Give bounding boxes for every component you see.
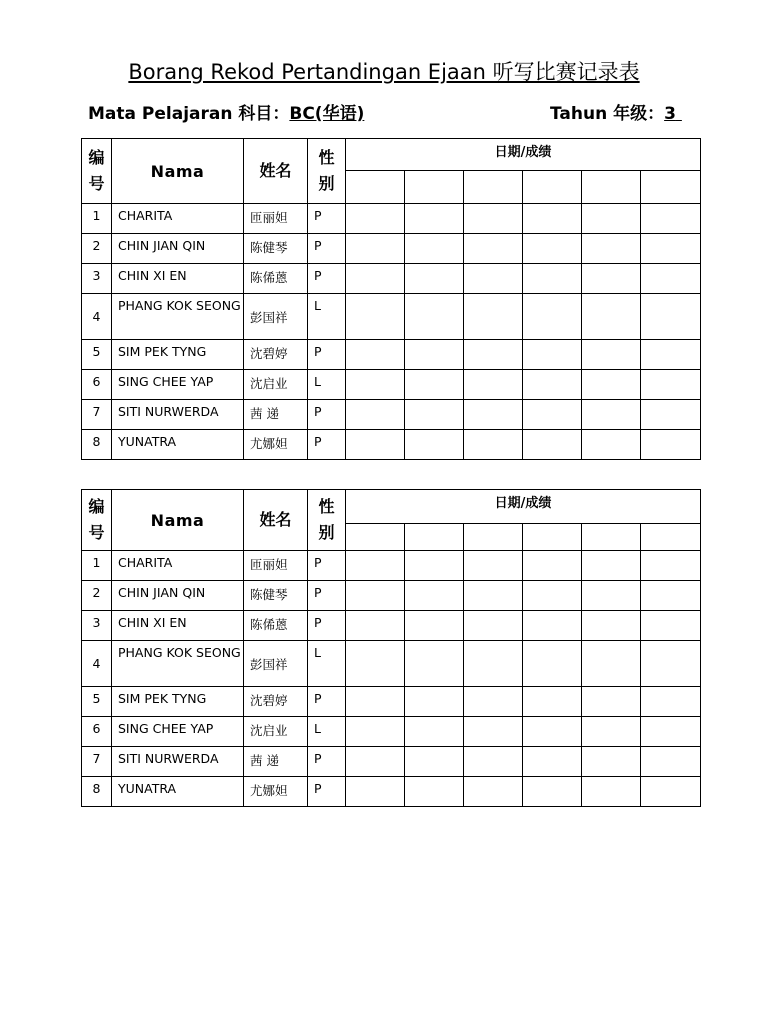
score-cell[interactable] bbox=[582, 234, 641, 264]
score-cell[interactable] bbox=[346, 294, 405, 340]
record-table-1 bbox=[81, 138, 701, 460]
date-header-cell[interactable] bbox=[582, 524, 641, 551]
row-number: 1 bbox=[82, 551, 112, 581]
table-row bbox=[82, 340, 701, 370]
score-cell[interactable] bbox=[523, 747, 582, 777]
student-name: CHIN JIAN QIN bbox=[112, 581, 244, 611]
score-cell[interactable] bbox=[464, 581, 523, 611]
score-cell[interactable] bbox=[346, 234, 405, 264]
row-number: 4 bbox=[82, 294, 112, 340]
score-cell[interactable] bbox=[405, 687, 464, 717]
student-name: SING CHEE YAP bbox=[112, 370, 244, 400]
score-cell[interactable] bbox=[464, 294, 523, 340]
date-header-cell[interactable] bbox=[405, 524, 464, 551]
score-cell[interactable] bbox=[405, 400, 464, 430]
page-title: Borang Rekod Pertandingan Ejaan 听写比赛记录表 bbox=[128, 60, 640, 84]
date-header-cell[interactable] bbox=[464, 524, 523, 551]
score-cell[interactable] bbox=[641, 430, 701, 460]
score-cell[interactable] bbox=[346, 747, 405, 777]
student-chinese-name: 陈健琴 bbox=[244, 234, 308, 264]
score-cell[interactable] bbox=[582, 294, 641, 340]
score-cell[interactable] bbox=[523, 234, 582, 264]
score-cell[interactable] bbox=[405, 264, 464, 294]
date-header-cell[interactable] bbox=[405, 171, 464, 204]
table-1-body bbox=[82, 139, 701, 460]
table-row bbox=[82, 687, 701, 717]
row-number: 4 bbox=[82, 641, 112, 687]
row-number: 6 bbox=[82, 717, 112, 747]
score-cell[interactable] bbox=[346, 717, 405, 747]
score-cell[interactable] bbox=[582, 370, 641, 400]
record-table-2 bbox=[81, 489, 701, 807]
row-number: 6 bbox=[82, 370, 112, 400]
score-cell[interactable] bbox=[346, 340, 405, 370]
student-gender: P bbox=[308, 777, 346, 807]
date-header-cell[interactable] bbox=[523, 171, 582, 204]
score-cell[interactable] bbox=[523, 581, 582, 611]
date-header-cell[interactable] bbox=[464, 171, 523, 204]
student-gender: L bbox=[308, 370, 346, 400]
student-name: CHARITA bbox=[112, 204, 244, 234]
score-cell[interactable] bbox=[464, 611, 523, 641]
score-cell[interactable] bbox=[523, 340, 582, 370]
header-gender: 性 别 bbox=[308, 139, 346, 204]
score-cell[interactable] bbox=[464, 430, 523, 460]
student-gender: P bbox=[308, 234, 346, 264]
student-gender: P bbox=[308, 747, 346, 777]
student-chinese-name: 彭国祥 bbox=[244, 294, 308, 340]
score-cell[interactable] bbox=[405, 611, 464, 641]
score-cell[interactable] bbox=[464, 551, 523, 581]
student-gender: P bbox=[308, 551, 346, 581]
score-cell[interactable] bbox=[582, 777, 641, 807]
student-name: SITI NURWERDA bbox=[112, 400, 244, 430]
score-cell[interactable] bbox=[582, 687, 641, 717]
score-cell[interactable] bbox=[464, 400, 523, 430]
score-cell[interactable] bbox=[405, 641, 464, 687]
score-cell[interactable] bbox=[346, 581, 405, 611]
student-chinese-name: 茜 递 bbox=[244, 400, 308, 430]
score-cell[interactable] bbox=[641, 340, 701, 370]
header-gender: 性 别 bbox=[308, 490, 346, 551]
score-cell[interactable] bbox=[582, 641, 641, 687]
score-cell[interactable] bbox=[582, 581, 641, 611]
date-header-cell[interactable] bbox=[641, 171, 701, 204]
row-number: 3 bbox=[82, 264, 112, 294]
score-cell[interactable] bbox=[641, 204, 701, 234]
score-cell[interactable] bbox=[523, 430, 582, 460]
table-row bbox=[82, 777, 701, 807]
header-name: Nama bbox=[112, 139, 244, 204]
table-header-row bbox=[82, 490, 701, 524]
score-cell[interactable] bbox=[523, 687, 582, 717]
score-cell[interactable] bbox=[405, 717, 464, 747]
year-field bbox=[550, 99, 682, 124]
score-cell[interactable] bbox=[346, 551, 405, 581]
score-cell[interactable] bbox=[405, 430, 464, 460]
row-number: 1 bbox=[82, 204, 112, 234]
score-cell[interactable] bbox=[464, 370, 523, 400]
row-number: 2 bbox=[82, 234, 112, 264]
score-cell[interactable] bbox=[641, 717, 701, 747]
date-header-cell[interactable] bbox=[582, 171, 641, 204]
score-cell[interactable] bbox=[641, 777, 701, 807]
score-cell[interactable] bbox=[346, 400, 405, 430]
score-cell[interactable] bbox=[464, 234, 523, 264]
year-label: Tahun 年级： bbox=[550, 104, 665, 124]
score-cell[interactable] bbox=[405, 551, 464, 581]
score-cell[interactable] bbox=[464, 747, 523, 777]
row-number: 8 bbox=[82, 430, 112, 460]
score-cell[interactable] bbox=[464, 687, 523, 717]
score-cell[interactable] bbox=[582, 400, 641, 430]
table-row bbox=[82, 747, 701, 777]
subject-field bbox=[88, 99, 364, 124]
score-cell[interactable] bbox=[464, 340, 523, 370]
student-gender: P bbox=[308, 264, 346, 294]
table-row bbox=[82, 234, 701, 264]
score-cell[interactable] bbox=[346, 430, 405, 460]
student-name: CHIN XI EN bbox=[112, 611, 244, 641]
row-number: 5 bbox=[82, 687, 112, 717]
score-cell[interactable] bbox=[582, 430, 641, 460]
score-cell[interactable] bbox=[641, 400, 701, 430]
table-row bbox=[82, 204, 701, 234]
table-row bbox=[82, 611, 701, 641]
score-cell[interactable] bbox=[641, 687, 701, 717]
student-gender: P bbox=[308, 340, 346, 370]
student-name: SIM PEK TYNG bbox=[112, 340, 244, 370]
student-gender: P bbox=[308, 430, 346, 460]
student-gender: L bbox=[308, 294, 346, 340]
score-cell[interactable] bbox=[641, 611, 701, 641]
student-name: SING CHEE YAP bbox=[112, 717, 244, 747]
score-cell[interactable] bbox=[346, 611, 405, 641]
row-number: 5 bbox=[82, 340, 112, 370]
student-chinese-name: 尤娜妲 bbox=[244, 777, 308, 807]
score-cell[interactable] bbox=[641, 641, 701, 687]
score-cell[interactable] bbox=[582, 264, 641, 294]
student-chinese-name: 沈启业 bbox=[244, 370, 308, 400]
header-chinese-name: 姓名 bbox=[244, 139, 308, 204]
row-number: 2 bbox=[82, 581, 112, 611]
student-gender: L bbox=[308, 641, 346, 687]
header-no: 编 号 bbox=[82, 139, 112, 204]
table-2-body bbox=[82, 490, 701, 807]
score-cell[interactable] bbox=[641, 234, 701, 264]
score-cell[interactable] bbox=[523, 264, 582, 294]
table-row bbox=[82, 294, 701, 340]
score-cell[interactable] bbox=[641, 551, 701, 581]
score-cell[interactable] bbox=[641, 747, 701, 777]
table-row bbox=[82, 264, 701, 294]
student-name: YUNATRA bbox=[112, 430, 244, 460]
date-header-cell[interactable] bbox=[346, 524, 405, 551]
student-gender: P bbox=[308, 400, 346, 430]
table-row bbox=[82, 641, 701, 687]
student-chinese-name: 彭国祥 bbox=[244, 641, 308, 687]
student-gender: L bbox=[308, 717, 346, 747]
score-cell[interactable] bbox=[346, 370, 405, 400]
student-chinese-name: 陈俙蒽 bbox=[244, 611, 308, 641]
row-number: 7 bbox=[82, 747, 112, 777]
score-cell[interactable] bbox=[582, 747, 641, 777]
score-cell[interactable] bbox=[405, 370, 464, 400]
subject-value: BC(华语) bbox=[289, 104, 365, 124]
header-no: 编 号 bbox=[82, 490, 112, 551]
student-chinese-name: 匝丽妲 bbox=[244, 204, 308, 234]
score-cell[interactable] bbox=[582, 611, 641, 641]
table-header-row bbox=[82, 139, 701, 171]
header-date-score: 日期/成绩 bbox=[346, 139, 701, 171]
score-cell[interactable] bbox=[523, 611, 582, 641]
score-cell[interactable] bbox=[523, 777, 582, 807]
student-chinese-name: 陈俙蒽 bbox=[244, 264, 308, 294]
score-cell[interactable] bbox=[346, 204, 405, 234]
score-cell[interactable] bbox=[523, 204, 582, 234]
score-cell[interactable] bbox=[346, 264, 405, 294]
score-cell[interactable] bbox=[464, 717, 523, 747]
date-header-cell[interactable] bbox=[346, 171, 405, 204]
score-cell[interactable] bbox=[641, 581, 701, 611]
score-cell[interactable] bbox=[523, 717, 582, 747]
header-chinese-name: 姓名 bbox=[244, 490, 308, 551]
score-cell[interactable] bbox=[405, 581, 464, 611]
student-gender: P bbox=[308, 204, 346, 234]
score-cell[interactable] bbox=[582, 204, 641, 234]
student-chinese-name: 沈碧婷 bbox=[244, 687, 308, 717]
subject-label: Mata Pelajaran 科目： bbox=[88, 104, 290, 124]
score-cell[interactable] bbox=[523, 641, 582, 687]
student-name: CHARITA bbox=[112, 551, 244, 581]
score-cell[interactable] bbox=[346, 777, 405, 807]
header-date-score: 日期/成绩 bbox=[346, 490, 701, 524]
score-cell[interactable] bbox=[464, 777, 523, 807]
score-cell[interactable] bbox=[464, 264, 523, 294]
score-cell[interactable] bbox=[582, 717, 641, 747]
table-row bbox=[82, 430, 701, 460]
table-row bbox=[82, 400, 701, 430]
student-gender: P bbox=[308, 687, 346, 717]
score-cell[interactable] bbox=[523, 551, 582, 581]
score-cell[interactable] bbox=[523, 294, 582, 340]
score-cell[interactable] bbox=[405, 234, 464, 264]
student-name: YUNATRA bbox=[112, 777, 244, 807]
table-row bbox=[82, 551, 701, 581]
table-row bbox=[82, 581, 701, 611]
score-cell[interactable] bbox=[523, 370, 582, 400]
student-chinese-name: 陈健琴 bbox=[244, 581, 308, 611]
score-cell[interactable] bbox=[405, 747, 464, 777]
row-number: 3 bbox=[82, 611, 112, 641]
row-number: 7 bbox=[82, 400, 112, 430]
score-cell[interactable] bbox=[641, 264, 701, 294]
student-chinese-name: 沈启业 bbox=[244, 717, 308, 747]
score-cell[interactable] bbox=[582, 340, 641, 370]
score-cell[interactable] bbox=[641, 370, 701, 400]
score-cell[interactable] bbox=[523, 400, 582, 430]
date-header-cell[interactable] bbox=[523, 524, 582, 551]
score-cell[interactable] bbox=[641, 294, 701, 340]
score-cell[interactable] bbox=[405, 204, 464, 234]
student-name: CHIN JIAN QIN bbox=[112, 234, 244, 264]
student-chinese-name: 茜 递 bbox=[244, 747, 308, 777]
student-name: PHANG KOK SEONG bbox=[112, 294, 244, 340]
student-name: PHANG KOK SEONG bbox=[112, 641, 244, 687]
student-gender: P bbox=[308, 611, 346, 641]
table-row bbox=[82, 717, 701, 747]
row-number: 8 bbox=[82, 777, 112, 807]
student-chinese-name: 尤娜妲 bbox=[244, 430, 308, 460]
score-cell[interactable] bbox=[405, 340, 464, 370]
score-cell[interactable] bbox=[346, 687, 405, 717]
table-row bbox=[82, 370, 701, 400]
score-cell[interactable] bbox=[582, 551, 641, 581]
score-cell[interactable] bbox=[346, 641, 405, 687]
student-chinese-name: 沈碧婷 bbox=[244, 340, 308, 370]
score-cell[interactable] bbox=[405, 777, 464, 807]
score-cell[interactable] bbox=[464, 641, 523, 687]
year-value: 3 bbox=[664, 104, 676, 124]
student-gender: P bbox=[308, 581, 346, 611]
score-cell[interactable] bbox=[405, 294, 464, 340]
score-cell[interactable] bbox=[464, 204, 523, 234]
student-name: SITI NURWERDA bbox=[112, 747, 244, 777]
student-name: SIM PEK TYNG bbox=[112, 687, 244, 717]
student-chinese-name: 匝丽妲 bbox=[244, 551, 308, 581]
header-name: Nama bbox=[112, 490, 244, 551]
date-header-cell[interactable] bbox=[641, 524, 701, 551]
student-name: CHIN XI EN bbox=[112, 264, 244, 294]
